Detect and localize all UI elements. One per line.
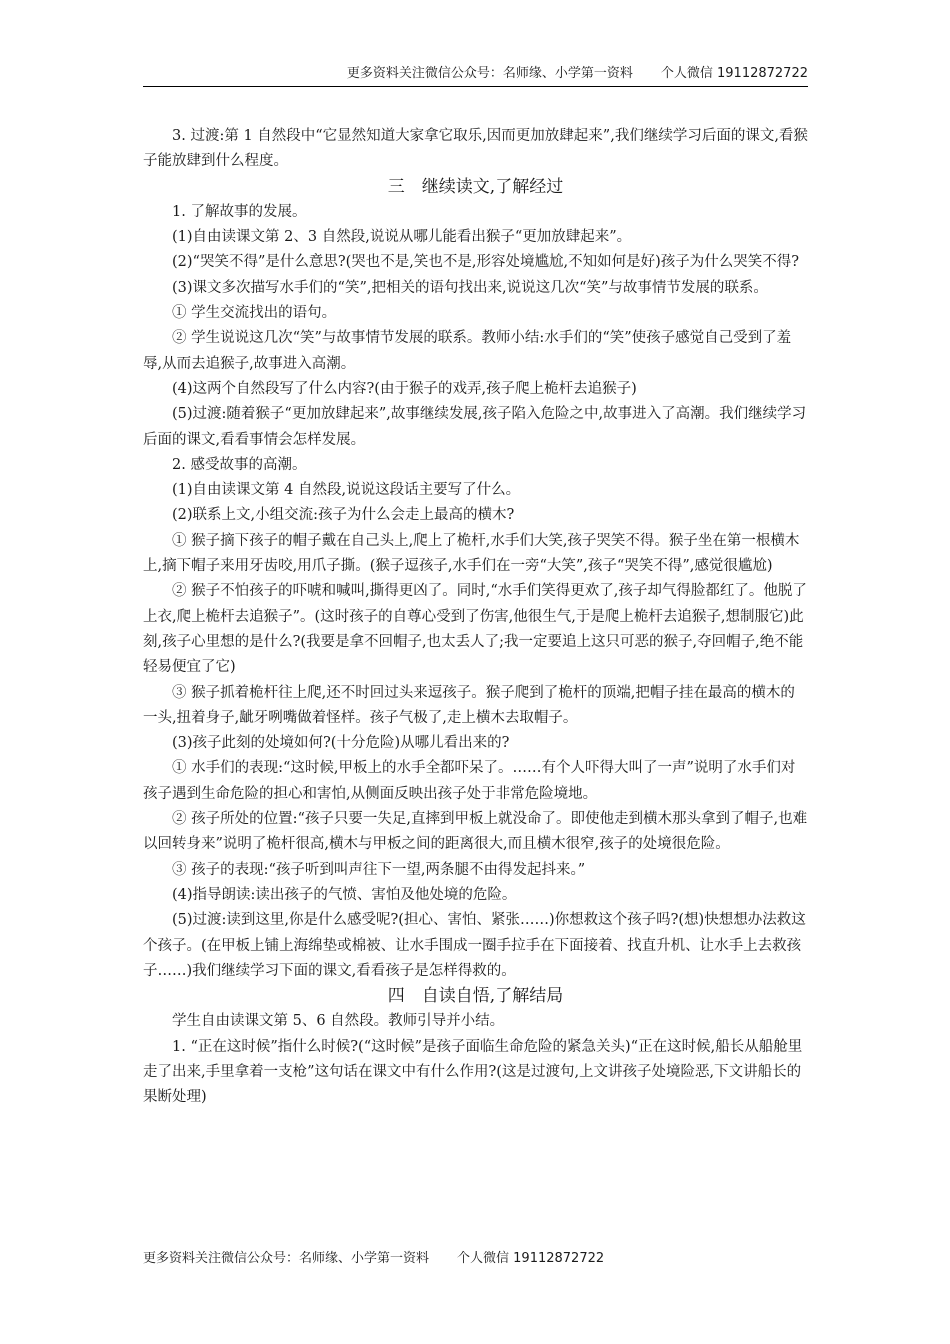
paragraph: 2. 感受故事的高潮。 bbox=[172, 456, 307, 473]
page-header bbox=[143, 64, 808, 87]
paragraph: (4)指导朗读:读出孩子的气愤、害怕及他处境的危险。 bbox=[172, 886, 517, 903]
section-heading: 四 自读自悟,了解结局 bbox=[387, 986, 564, 1007]
paragraph: ② 猴子不怕孩子的吓唬和喊叫,撕得更凶了。同时,“水手们笑得更欢了,孩子却气得脸都红了。他脱了上衣,爬上桅杆去追猴子”。(这时孩子的自尊心受到了伤害,他很生气,于是爬上桅杆去追猴子,想制服它)此刻,孩子心里想的是什么?(我要是拿不回帽子,也太丢人了;我一定要追上这只可恶的猴子,夺回帽子,绝不能轻易便宜了它) bbox=[143, 583, 807, 676]
paragraph: ① 猴子摘下孩子的帽子戴在自己头上,爬上了桅杆,水手们大笑,孩子哭笑不得。猴子坐在第一根横木上,摘下帽子来用牙齿咬,用爪子撕。(猴子逗孩子,水手们在一旁“大笑”,孩子“哭笑不得”,感觉很尴尬) bbox=[143, 532, 800, 575]
header-source: 更多资料关注微信公众号：名师缘、小学第一资料 bbox=[346, 66, 633, 81]
paragraph: 学生自由读课文第 5、6 自然段。教师引导并小结。 bbox=[172, 1013, 505, 1030]
paragraph: (1)自由读课文第 2、3 自然段,说说从哪儿能看出猴子“更加放肆起来”。 bbox=[172, 229, 632, 246]
paragraph: (4)这两个自然段写了什么内容?(由于猴子的戏弄,孩子爬上桅杆去追猴子) bbox=[172, 380, 637, 397]
paragraph: (5)过渡:读到这里,你是什么感受呢?(担心、害怕、紧张……)你想救这个孩子吗?(想)快想想办法救这个孩子。(在甲板上铺上海绵垫或棉被、让水手围成一圈手拉手在下面接着、找直升机、让水手上去救孩子……)我们继续学习下面的课文,看看孩子是怎样得救的。 bbox=[143, 912, 806, 979]
paragraph: 1. 了解故事的发展。 bbox=[172, 203, 307, 220]
paragraph: ③ 孩子的表现:“孩子听到叫声往下一望,两条腿不由得发起抖来。” bbox=[172, 861, 586, 878]
paragraph: (3)课文多次描写水手们的“笑”,把相关的语句找出来,说说这几次“笑”与故事情节发展的联系。 bbox=[172, 279, 768, 296]
footer-contact: 个人微信 19112872722 bbox=[457, 1251, 605, 1266]
paragraph: ② 孩子所处的位置:“孩子只要一失足,直摔到甲板上就没命了。即使他走到横木那头拿到了帽子,也难以回转身来”说明了桅杆很高,横木与甲板之间的距离很大,而且横木很窄,孩子的处境很危险。 bbox=[143, 811, 808, 853]
paragraph: ① 水手们的表现:“这时候,甲板上的水手全都吓呆了。……有个人吓得大叫了一声”说明了水手们对孩子遇到生命危险的担心和害怕,从侧面反映出孩子处于非常危险境地。 bbox=[143, 760, 796, 802]
paragraph: (5)过渡:随着猴子“更加放肆起来”,故事继续发展,孩子陷入危险之中,故事进入了高潮。我们继续学习后面的课文,看看事情会怎样发展。 bbox=[143, 406, 807, 448]
paragraph: ② 学生说说这几次“笑”与故事情节发展的联系。教师小结:水手们的“笑”使孩子感觉自己受到了羞辱,从而去追猴子,故事进入高潮。 bbox=[143, 330, 792, 372]
section-heading: 三 继续读文,了解经过 bbox=[387, 176, 564, 197]
paragraph: 3. 过渡:第 1 自然段中“它显然知道大家拿它取乐,因而更加放肆起来”,我们继续学习后面的课文,看猴子能放肆到什么程度。 bbox=[143, 128, 808, 170]
footer-source: 更多资料关注微信公众号：名师缘、小学第一资料 bbox=[143, 1251, 430, 1266]
paragraph: ① 学生交流找出的语句。 bbox=[172, 305, 337, 322]
paragraph: (1)自由读课文第 4 自然段,说说这段话主要写了什么。 bbox=[172, 482, 521, 499]
page-footer bbox=[143, 1249, 604, 1269]
document-body bbox=[143, 124, 808, 1111]
paragraph: ③ 猴子抓着桅杆往上爬,还不时回过头来逗孩子。猴子爬到了桅杆的顶端,把帽子挂在最高的横木的一头,扭着身子,龇牙咧嘴做着怪样。孩子气极了,走上横木去取帽子。 bbox=[143, 684, 795, 726]
paragraph: (2)联系上文,小组交流:孩子为什么会走上最高的横木? bbox=[172, 507, 515, 524]
paragraph: (2)“哭笑不得”是什么意思?(哭也不是,笑也不是,形容处境尴尬,不知如何是好)孩子为什么哭笑不得? bbox=[172, 254, 800, 271]
paragraph: (3)孩子此刻的处境如何?(十分危险)从哪儿看出来的? bbox=[172, 735, 510, 752]
header-contact: 个人微信 19112872722 bbox=[660, 66, 808, 81]
paragraph: 1. “正在这时候”指什么时候?(“这时候”是孩子面临生命危险的紧急关头)“正在这时候,船长从船舱里走了出来,手里拿着一支枪”这句话在课文中有什么作用?(这是过渡句,上文讲孩子处境险恶,下文讲船长的果断处理) bbox=[143, 1038, 803, 1106]
